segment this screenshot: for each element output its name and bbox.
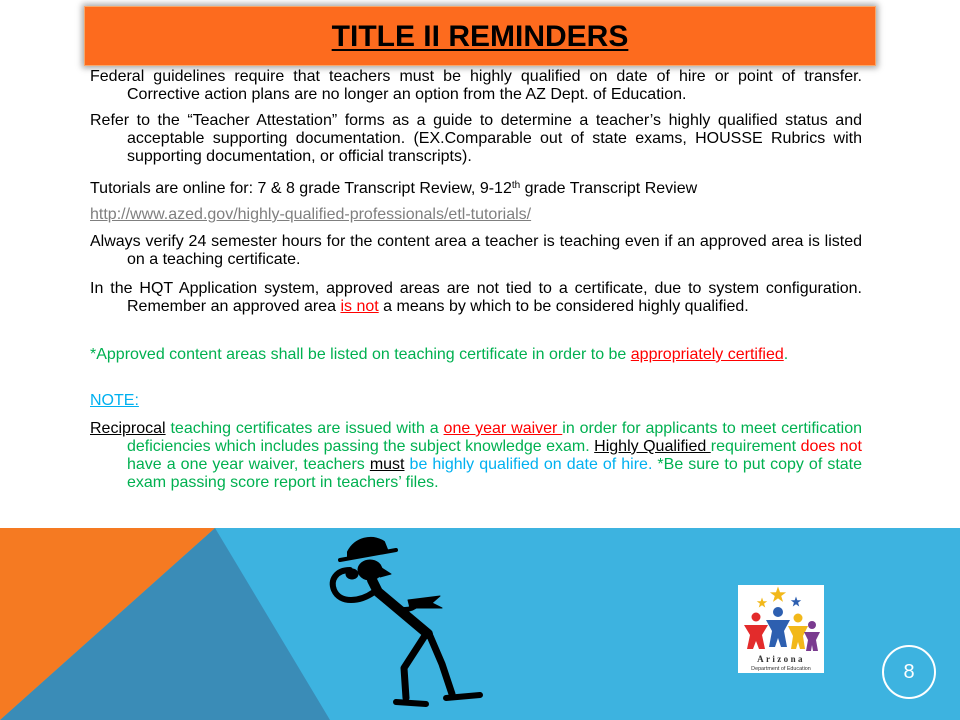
page-number-badge: 8 xyxy=(882,645,936,699)
arizona-dept-education-logo xyxy=(738,585,824,673)
date-of-hire-text: be highly qualified on date of hire. xyxy=(404,456,653,473)
hqt-text-end: a means by which to be considered highly qualified. xyxy=(378,298,749,315)
paragraph-note xyxy=(90,392,862,410)
slide-title: TITLE II REMINDERS xyxy=(331,20,629,53)
exam-report-reminder: *Be sure to put copy of state exam passing score report in teachers’ files. xyxy=(127,456,863,491)
reciprocal-term: Reciprocal xyxy=(90,420,166,437)
figure-hand xyxy=(346,569,358,579)
paragraph-teacher-attestation: Refer to the “Teacher Attestation” forms as a guide to determine a teacher’s highly qualified status and acceptable supporting documentation. (EX.Comparable out of state exams, HOUSSE Rubrics with supporting documentation, or official transcripts). xyxy=(90,112,862,165)
must-emphasis: must xyxy=(369,456,405,473)
figure-foot-right xyxy=(446,695,480,698)
tutorials-superscript: th xyxy=(511,180,521,191)
title-bar xyxy=(84,6,876,66)
paragraph-federal-guidelines: Federal guidelines require that teachers must be highly qualified on date of hire or point of transfer. Corrective action plans are no longer an option from the AZ Dept. of Education. xyxy=(90,68,862,103)
one-year-waiver-emphasis: one year waiver xyxy=(443,420,563,437)
hqt-emphasis-is-not: is not xyxy=(340,298,379,315)
hqt-text: In the HQT Application system, approved areas are not tied to a certificate, due to system configuration. Remember an approved area xyxy=(90,280,862,315)
figure-scarf xyxy=(408,596,442,608)
does-not-emphasis: does not xyxy=(800,438,863,455)
figure-leg-left xyxy=(404,634,426,698)
figure-foot-left xyxy=(396,702,426,704)
paragraph-tutorials xyxy=(90,180,862,198)
requirement-text: requirement xyxy=(710,438,801,455)
paragraph-approved-content-areas xyxy=(90,346,862,364)
approved-text-end: . xyxy=(783,346,789,363)
paragraph-hqt-application xyxy=(90,280,862,316)
logo-department-text: Department of Education xyxy=(751,666,811,672)
figure-leg-right xyxy=(430,636,452,694)
approved-emphasis: appropriately certified xyxy=(630,346,784,363)
approved-text: *Approved content areas shall be listed on teaching certificate in order to be xyxy=(90,346,631,363)
logo-state-text: Arizona xyxy=(757,654,805,664)
highly-qualified-term: Highly Qualified xyxy=(594,438,711,455)
tutorials-text: Tutorials are online for: 7 & 8 grade Transcript Review, 9-12 xyxy=(90,180,512,197)
thinking-stick-figure-clipart xyxy=(300,530,500,720)
note-label: NOTE: xyxy=(90,392,139,409)
reciprocal-text-1: teaching certificates are issued with a xyxy=(165,420,444,437)
paragraph-reciprocal xyxy=(90,420,862,492)
paragraph-semester-hours: Always verify 24 semester hours for the content area a teacher is teaching even if an approved area is listed on a teaching certificate. xyxy=(90,233,862,268)
tutorials-link[interactable]: http://www.azed.gov/highly-qualified-professionals/etl-tutorials/ xyxy=(90,206,532,223)
paragraph-tutorial-link xyxy=(90,206,862,224)
tutorials-text-end: grade Transcript Review xyxy=(520,180,698,197)
figure-nose xyxy=(380,567,391,577)
reciprocal-text-3: have a one year waiver, teachers xyxy=(127,456,370,473)
reciprocal-text-2: in order for applicants to meet certification deficiencies which includes passing the subject knowledge exam. xyxy=(127,420,863,455)
